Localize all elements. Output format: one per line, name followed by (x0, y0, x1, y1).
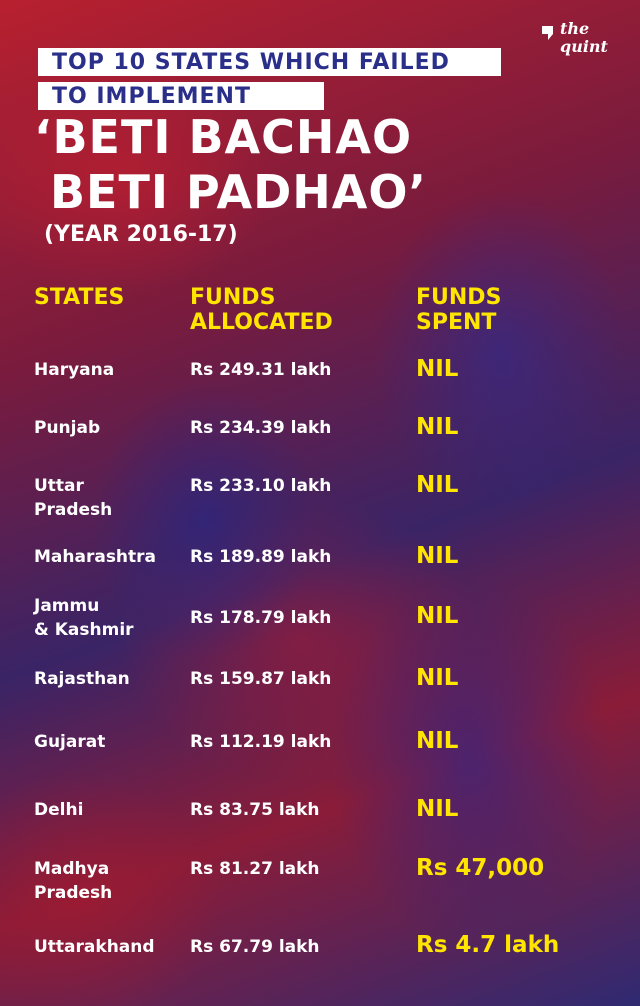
column-header-states (34, 285, 124, 310)
state-name-line: Pradesh (34, 883, 113, 903)
column-header-spent-line1: FUNDS (416, 285, 502, 310)
funds-spent: NIL (416, 603, 459, 629)
state-name (34, 594, 184, 642)
state-name-line: Jammu (34, 596, 100, 616)
funds-spent: NIL (416, 543, 459, 569)
funds-allocated: Rs 178.79 lakh (190, 608, 332, 628)
funds-allocated: Rs 81.27 lakh (190, 859, 320, 879)
state-name (34, 857, 184, 905)
state-name-line: Pradesh (34, 500, 113, 520)
state-name-line: Haryana (34, 360, 115, 380)
column-header-allocated-line1: FUNDS (190, 285, 276, 310)
headline-line1: ‘BETI BACHAO (34, 110, 413, 164)
state-name-line: & Kashmir (34, 620, 134, 640)
state-name-line: Punjab (34, 418, 101, 438)
state-name-line: Gujarat (34, 732, 106, 752)
funds-allocated: Rs 249.31 lakh (190, 360, 332, 380)
funds-spent: NIL (416, 414, 459, 440)
state-name (34, 474, 184, 522)
state-name (34, 416, 184, 440)
headline-line2: BETI PADHAO’ (50, 165, 427, 219)
column-header-funds-allocated (190, 285, 333, 335)
title-banner-line1: TOP 10 STATES WHICH FAILED (38, 48, 501, 76)
funds-spent: NIL (416, 728, 459, 754)
column-header-funds-spent (416, 285, 501, 335)
state-name-line: Uttar (34, 476, 84, 496)
state-name-line: Madhya (34, 859, 110, 879)
year-label: (YEAR 2016-17) (44, 222, 238, 247)
funds-allocated: Rs 112.19 lakh (190, 732, 332, 752)
column-header-spent-line2: SPENT (416, 310, 497, 335)
funds-allocated: Rs 67.79 lakh (190, 937, 320, 957)
funds-spent: NIL (416, 796, 459, 822)
state-name-line: Delhi (34, 800, 84, 820)
funds-spent: NIL (416, 472, 459, 498)
state-name-line: Rajasthan (34, 669, 130, 689)
state-name (34, 730, 184, 754)
funds-allocated: Rs 233.10 lakh (190, 476, 332, 496)
funds-spent: NIL (416, 665, 459, 691)
funds-spent: NIL (416, 356, 459, 382)
logo-line-the: the (560, 19, 590, 38)
state-name-line: Maharashtra (34, 547, 157, 567)
state-name (34, 667, 184, 691)
state-name (34, 798, 184, 822)
state-name (34, 358, 184, 382)
column-header-states-text: STATES (34, 285, 125, 310)
state-name (34, 935, 184, 959)
funds-spent: Rs 47,000 (416, 855, 545, 881)
state-name (34, 545, 184, 569)
funds-allocated: Rs 83.75 lakh (190, 800, 320, 820)
quint-quote-icon (540, 24, 556, 42)
column-header-allocated-line2: ALLOCATED (190, 310, 333, 335)
logo-line-quint: quint (560, 37, 608, 56)
funds-allocated: Rs 234.39 lakh (190, 418, 332, 438)
funds-allocated: Rs 159.87 lakh (190, 669, 332, 689)
funds-allocated: Rs 189.89 lakh (190, 547, 332, 567)
state-name-line: Uttarakhand (34, 937, 155, 957)
title-banner-line2: TO IMPLEMENT (38, 82, 324, 110)
funds-spent: Rs 4.7 lakh (416, 932, 560, 958)
